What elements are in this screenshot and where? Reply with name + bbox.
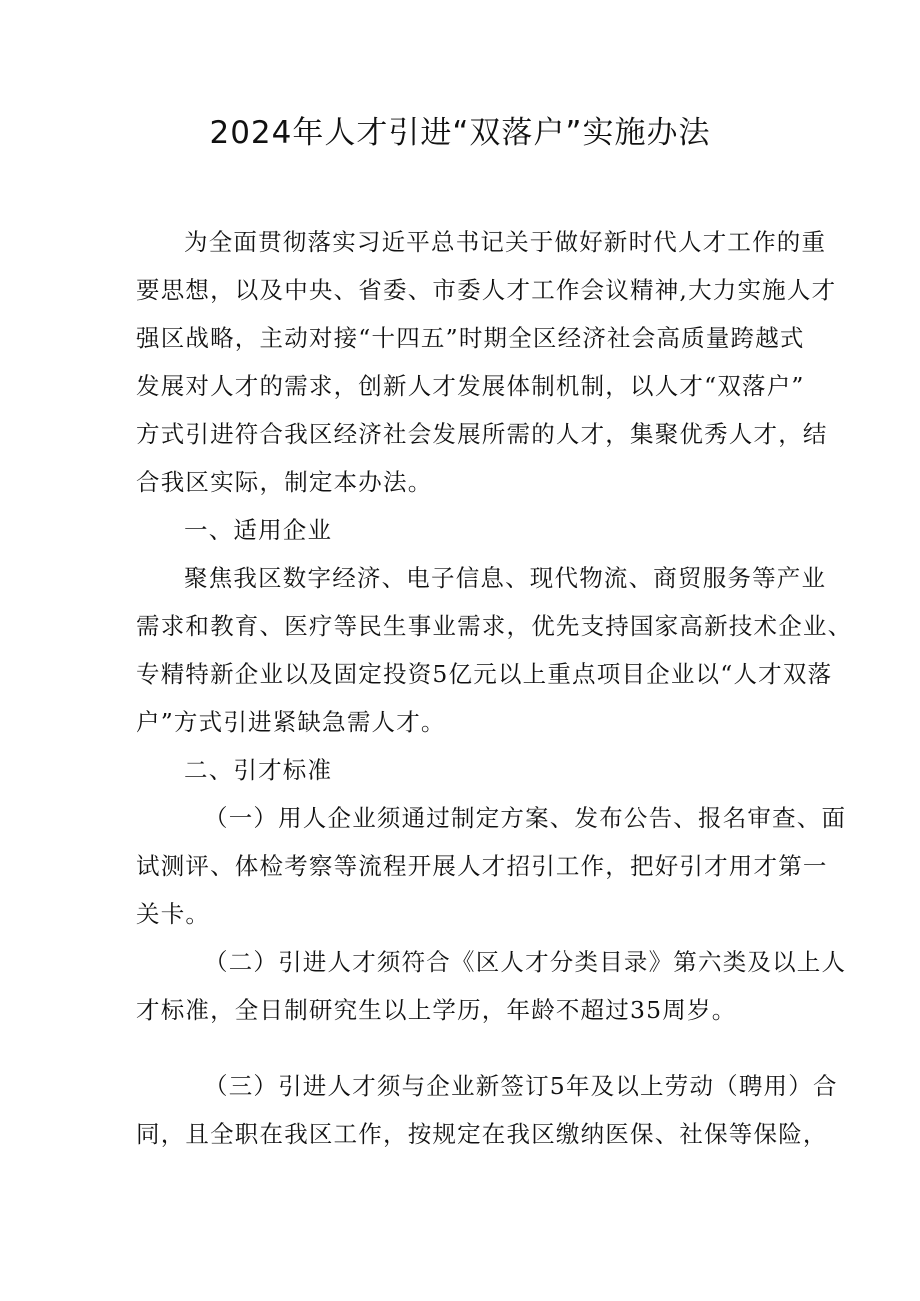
paragraph-line: 试测评、体检考察等流程开展人才招引工作，把好引才用才第一: [136, 852, 828, 880]
paragraph-line: （三）引进人才须与企业新签订5年及以上劳动（聘用）合: [204, 1072, 838, 1100]
section-heading: 一、适用企业: [184, 516, 333, 544]
section-heading: 二、引才标准: [184, 756, 333, 784]
paragraph-line: 为全面贯彻落实习近平总书记关于做好新时代人才工作的重: [184, 228, 827, 256]
paragraph-line: 强区战略，主动对接“十四五”时期全区经济社会高质量跨越式: [136, 324, 805, 352]
paragraph-line: （一）用人企业须通过制定方案、发布公告、报名审查、面: [204, 804, 847, 832]
paragraph-line: 要思想，以及中央、省委、市委人才工作会议精神,大力实施人才: [136, 276, 837, 304]
paragraph-line: 户”方式引进紧缺急需人才。: [136, 708, 446, 736]
paragraph-line: 合我区实际，制定本办法。: [136, 468, 433, 496]
paragraph-line: 才标准，全日制研究生以上学历，年龄不超过35周岁。: [136, 996, 737, 1024]
paragraph-line: 聚焦我区数字经济、电子信息、现代物流、商贸服务等产业: [184, 564, 827, 592]
paragraph-line: 发展对人才的需求，创新人才发展体制机制，以人才“双落户”: [136, 372, 805, 400]
paragraph-line: 关卡。: [136, 900, 211, 928]
document-title: 2024年人才引进“双落户”实施办法: [209, 115, 711, 151]
paragraph-line: （二）引进人才须符合《区人才分类目录》第六类及以上人: [204, 948, 847, 976]
paragraph-line: 专精特新企业以及固定投资5亿元以上重点项目企业以“人才双落: [136, 660, 833, 688]
paragraph-line: 同，且全职在我区工作，按规定在我区缴纳医保、社保等保险，: [136, 1120, 828, 1148]
paragraph-line: 方式引进符合我区经济社会发展所需的人才，集聚优秀人才，结: [136, 420, 828, 448]
paragraph-line: 需求和教育、医疗等民生事业需求，优先支持国家高新技术企业、: [136, 612, 853, 640]
